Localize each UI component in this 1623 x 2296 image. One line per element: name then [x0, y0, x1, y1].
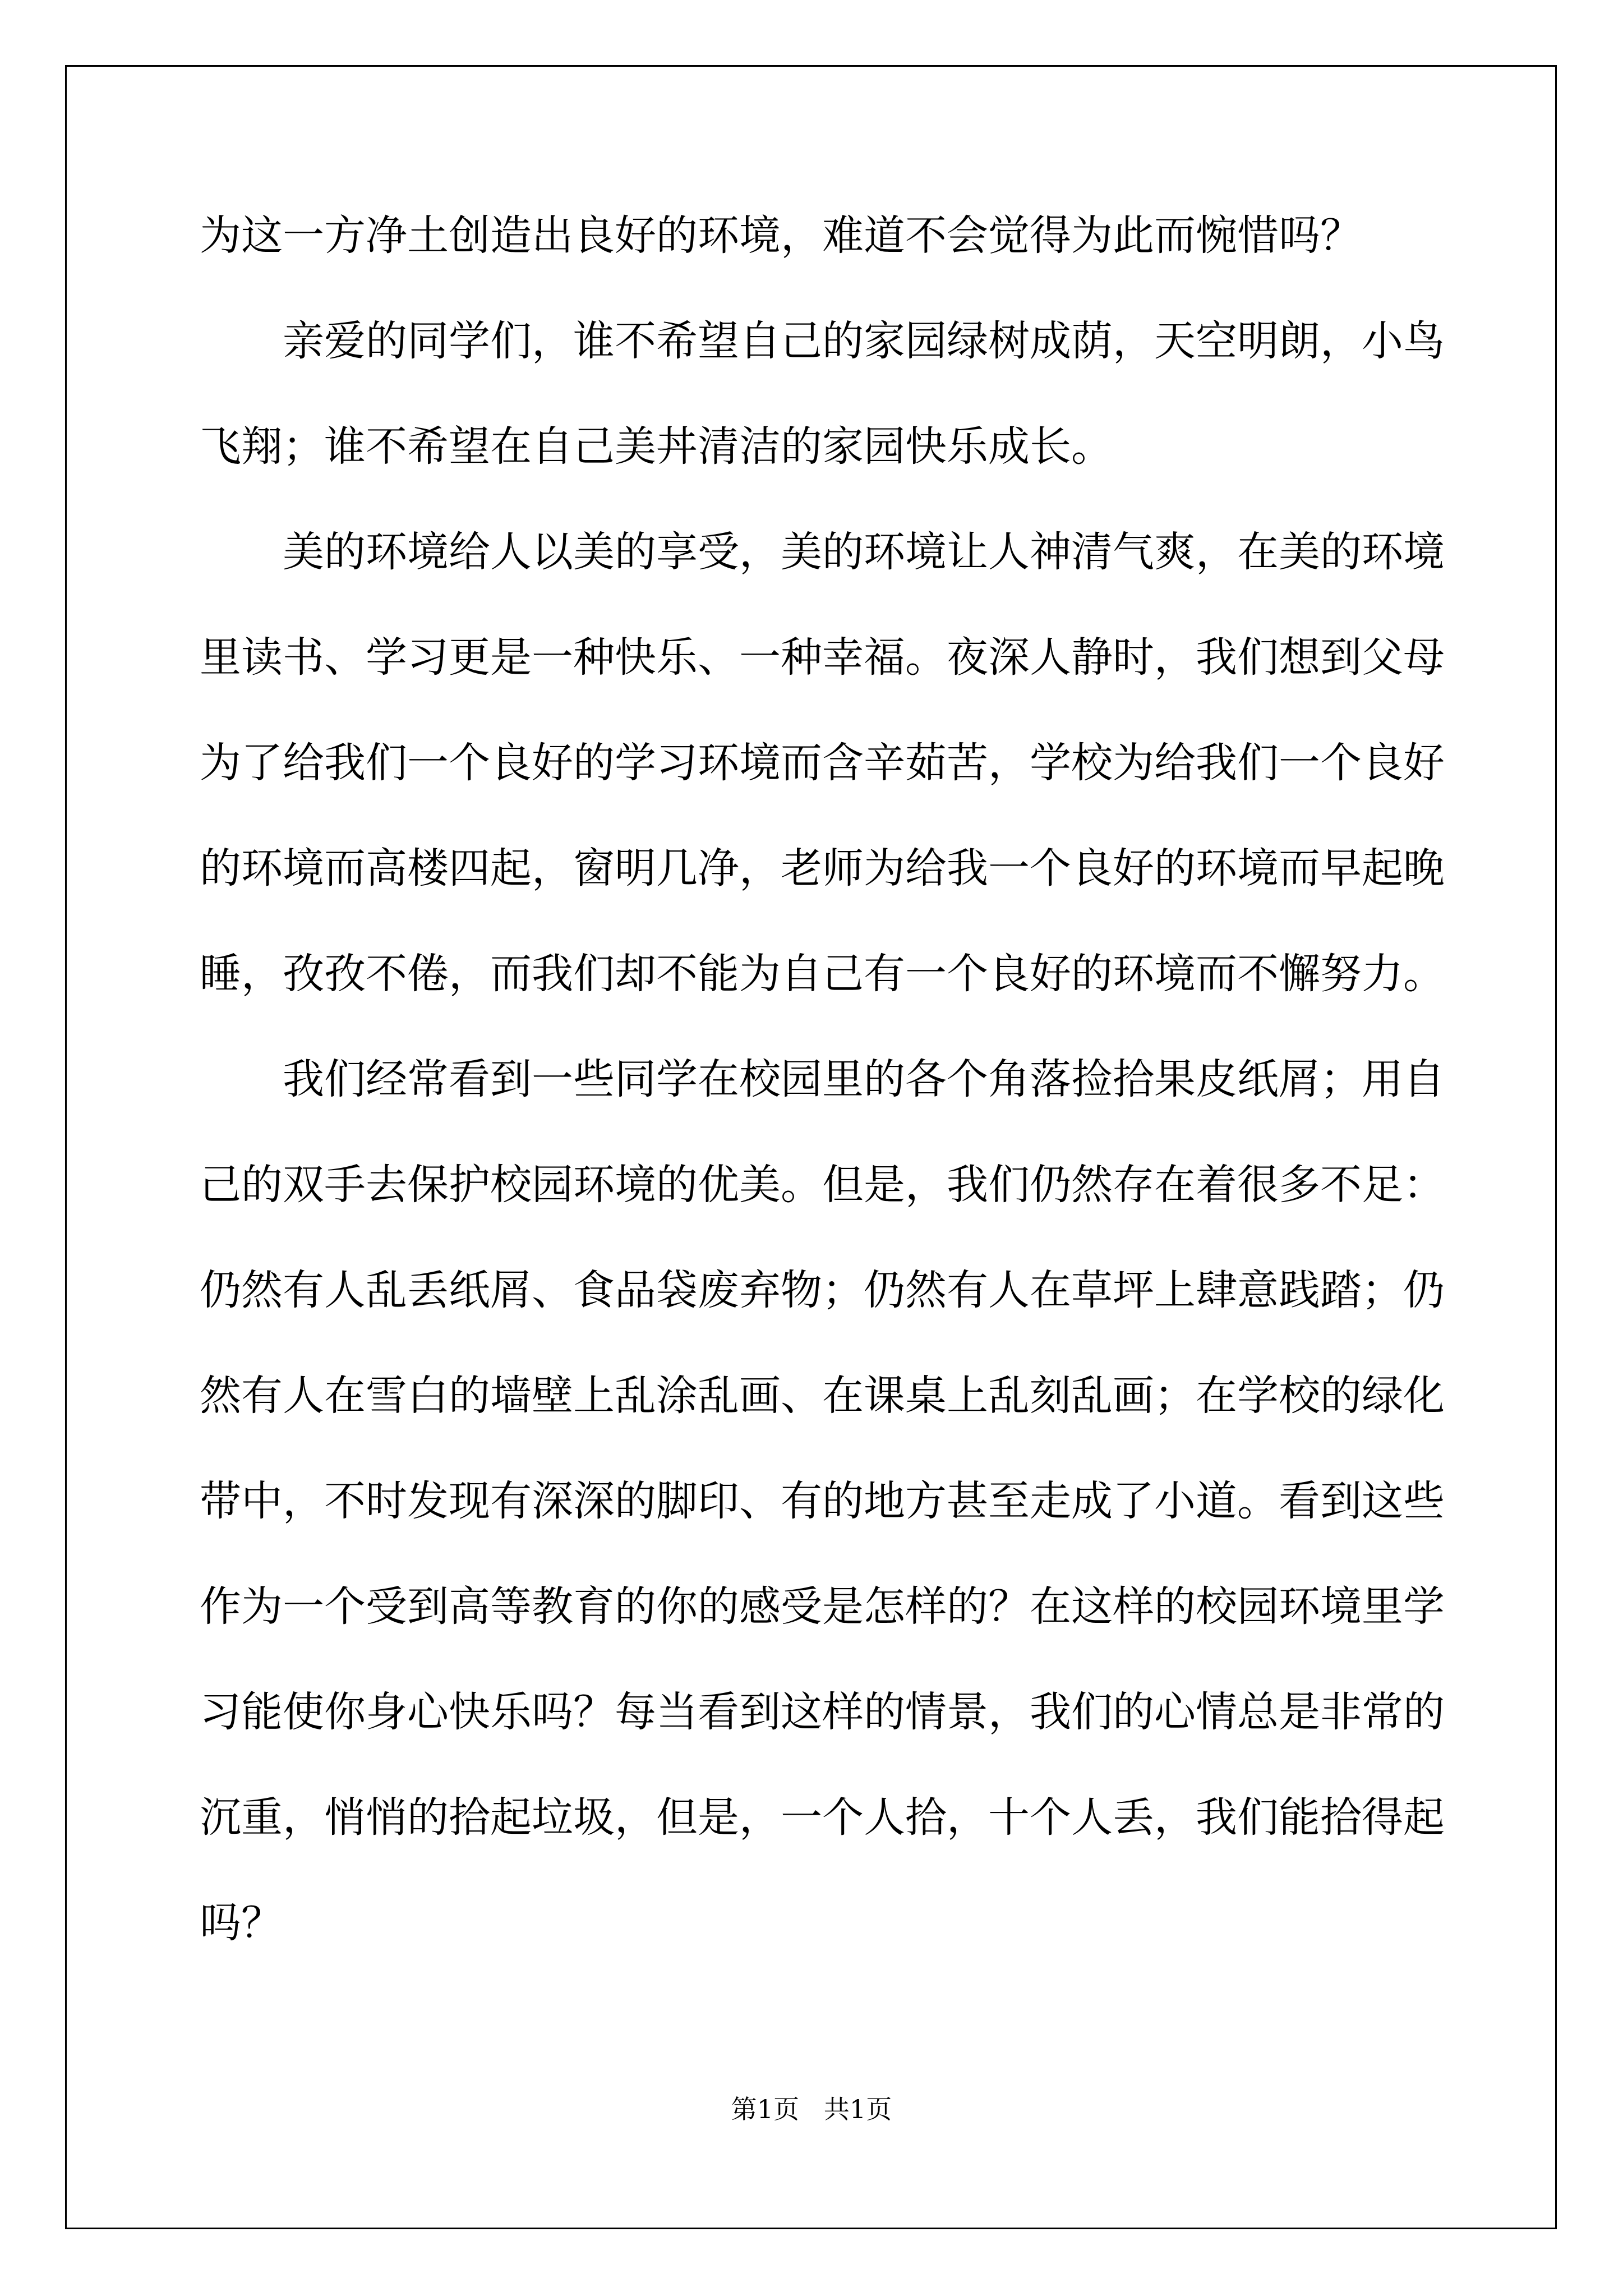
text-line: 我们经常看到一些同学在校园里的各个角落捡拾果皮纸屑；用自	[283, 1055, 1445, 1103]
text-line: 里读书、学习更是一种快乐、一种幸福。夜深人静时，我们想到父母	[200, 633, 1445, 682]
text-line: 然有人在雪白的墙壁上乱涂乱画、在课桌上乱刻乱画；在学校的绿化	[200, 1372, 1445, 1420]
text-line: 为了给我们一个良好的学习环境而含辛茹苦，学校为给我们一个良好	[200, 739, 1445, 787]
text-line: 带中，不时发现有深深的脚印、有的地方甚至走成了小道。看到这些	[200, 1477, 1445, 1525]
text-line: 习能使你身心快乐吗？每当看到这样的情景，我们的心情总是非常的	[200, 1688, 1445, 1736]
text-line: 吗？	[200, 1899, 283, 1947]
text-line: 睡，孜孜不倦，而我们却不能为自己有一个良好的环境而不懈努力。	[200, 950, 1445, 998]
page-number: 第1页 共1页	[731, 2094, 892, 2124]
text-line: 沉重，悄悄的拾起垃圾，但是，一个人拾，十个人丢，我们能拾得起	[200, 1793, 1445, 1842]
text-line: 为这一方净土创造出良好的环境，难道不会觉得为此而惋惜吗？	[200, 211, 1362, 260]
text-line: 己的双手去保护校园环境的优美。但是，我们仍然存在着很多不足：	[200, 1161, 1445, 1209]
text-line: 作为一个受到高等教育的你的感受是怎样的？在这样的校园环境里学	[200, 1582, 1445, 1631]
text-line: 飞翔；谁不希望在自己美丼清洁的家园快乐成长。	[200, 422, 1113, 471]
text-line: 仍然有人乱丢纸屑、食品袋废弃物；仍然有人在草坪上肆意践踏；仍	[200, 1266, 1445, 1314]
text-line: 美的环境给人以美的享受，美的环境让人神清气爽，在美的环境	[283, 528, 1445, 576]
text-line: 亲爱的同学们，谁不希望自己的家园绿树成荫，天空明朗，小鸟	[283, 317, 1445, 365]
text-line: 的环境而高楼四起，窗明几净，老师为给我一个良好的环境而早起晚	[200, 844, 1445, 892]
